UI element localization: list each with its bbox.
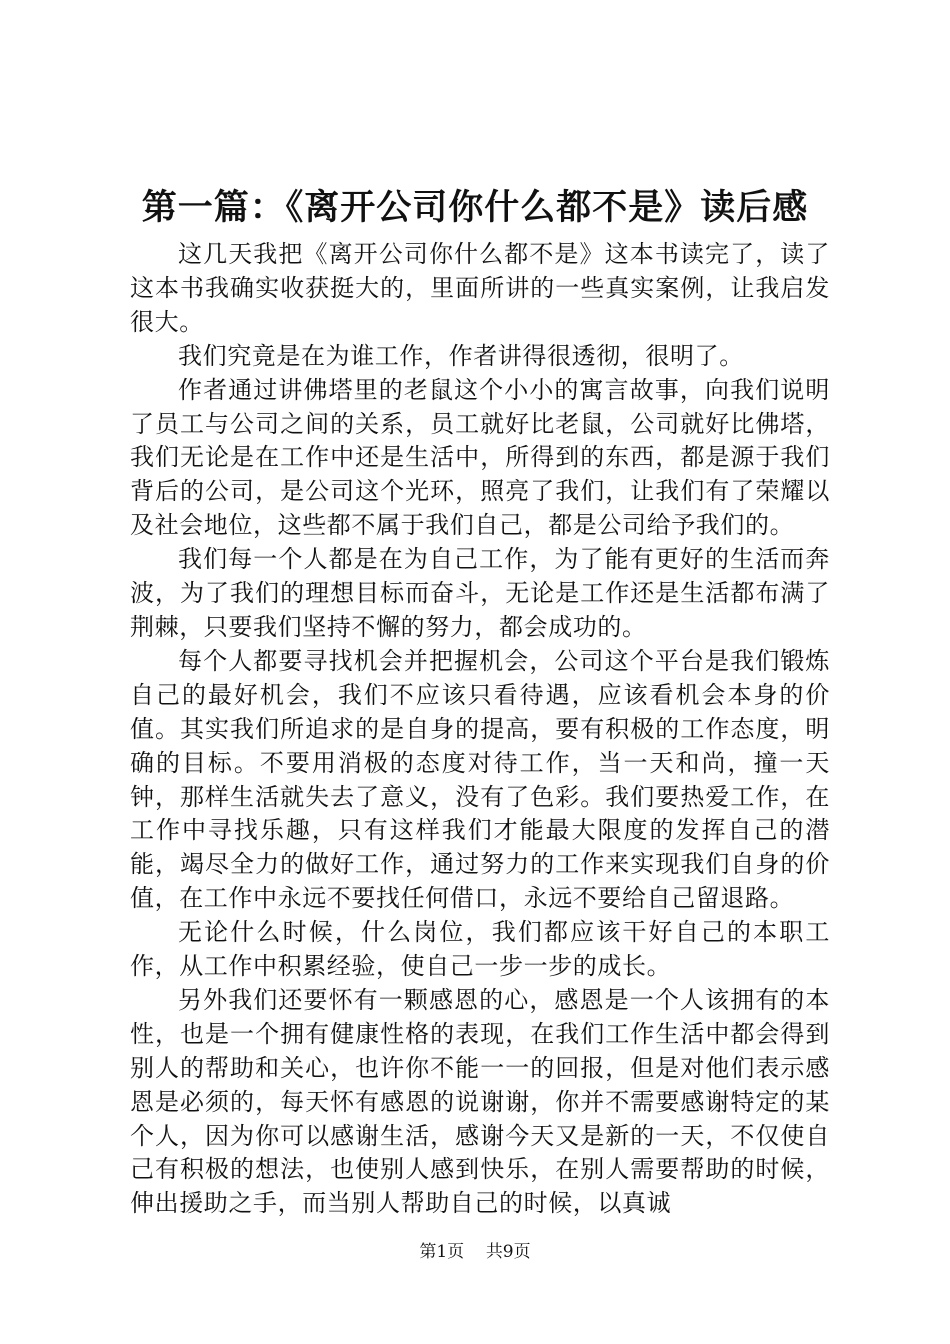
paragraph: 这几天我把《离开公司你什么都不是》这本书读完了，读了这本书我确实收获挺大的，里面所讲的一些真实案例，让我启发很大。 bbox=[130, 240, 830, 336]
paragraph: 作者通过讲佛塔里的老鼠这个小小的寓言故事，向我们说明了员工与公司之间的关系，员工就好比老鼠，公司就好比佛塔，我们无论是在工作中还是生活中，所得到的东西，都是源于我们背后的公司，是公司这个光环，照亮了我们，让我们有了荣耀以及社会地位，这些都不属于我们自己，都是公司给予我们的。 bbox=[130, 375, 830, 540]
paragraph: 每个人都要寻找机会并把握机会，公司这个平台是我们锻炼自己的最好机会，我们不应该只看待遇，应该看机会本身的价值。其实我们所追求的是自身的提高，要有积极的工作态度，明确的目标。不要用消极的态度对待工作，当一天和尚，撞一天钟，那样生活就失去了意义，没有了色彩。我们要热爱工作，在工作中寻找乐趣，只有这样我们才能最大限度的发挥自己的潜能，竭尽全力的做好工作，通过努力的工作来实现我们自身的价值，在工作中永远不要找任何借口，永远不要给自己留退路。 bbox=[130, 646, 830, 913]
page-number: 第1页 bbox=[419, 1242, 465, 1262]
paragraph: 我们每一个人都是在为自己工作，为了能有更好的生活而奔波，为了我们的理想目标而奋斗，无论是工作还是生活都布满了荆棘，只要我们坚持不懈的努力，都会成功的。 bbox=[130, 545, 830, 641]
paragraph: 另外我们还要怀有一颗感恩的心，感恩是一个人该拥有的本性，也是一个拥有健康性格的表现，在我们工作生活中都会得到别人的帮助和关心，也许你不能一一的回报，但是对他们表示感恩是必须的，每天怀有感恩的说谢谢，你并不需要感谢特定的某个人，因为你可以感谢生活，感谢今天又是新的一天，不仅使自己有积极的想法，也使别人感到快乐，在别人需要帮助的时候，伸出援助之手，而当别人帮助自己的时候，以真诚 bbox=[130, 985, 830, 1218]
page-footer bbox=[0, 1240, 950, 1264]
document-body bbox=[130, 238, 830, 1221]
document-title: 第一篇：《离开公司你什么都不是》读后感 bbox=[141, 188, 809, 228]
paragraph: 我们究竟是在为谁工作，作者讲得很透彻，很明了。 bbox=[178, 341, 744, 370]
paragraph: 无论什么时候，什么岗位，我们都应该干好自己的本职工作，从工作中积累经验，使自己一步一步的成长。 bbox=[130, 918, 830, 981]
page-total: 共9页 bbox=[485, 1242, 531, 1262]
